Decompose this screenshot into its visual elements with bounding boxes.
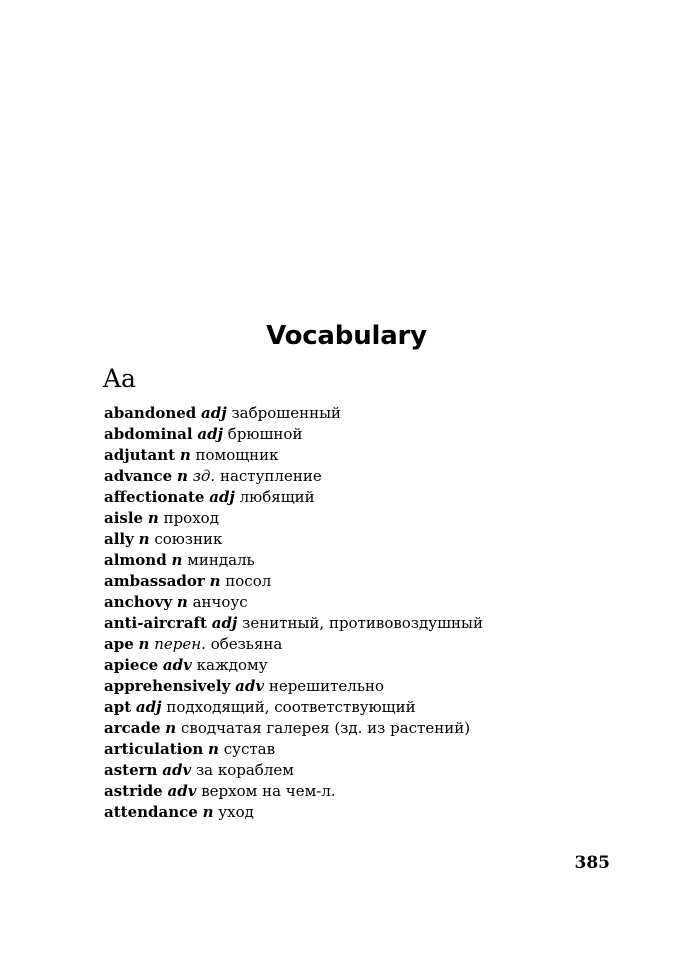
entry-part-of-speech: n (177, 467, 188, 485)
entry-part-of-speech: adv (162, 761, 192, 779)
section-letter-heading: Aa (103, 364, 136, 393)
entry-word: apiece (104, 656, 159, 674)
entry-part-of-speech: n (147, 509, 159, 527)
vocabulary-entry (104, 676, 664, 697)
vocabulary-entry (104, 466, 664, 487)
entry-part-of-speech: n (209, 572, 221, 590)
vocabulary-entry (104, 445, 664, 466)
entry-word: abdominal (104, 425, 193, 443)
vocabulary-entry (104, 403, 664, 424)
entry-word: almond (104, 551, 167, 569)
entry-usage-note: перен. (154, 635, 206, 653)
vocabulary-entry (104, 550, 664, 571)
entry-word: advance (104, 467, 173, 485)
vocabulary-entry (104, 697, 664, 718)
entry-translation: подходящий, соответствующий (166, 698, 416, 716)
entry-translation: помощник (195, 446, 279, 464)
entry-word: apt (104, 698, 132, 716)
entry-word: ally (104, 530, 134, 548)
entry-part-of-speech: adj (209, 488, 235, 506)
entry-translation: за кораблем (195, 761, 294, 779)
entry-part-of-speech: n (165, 719, 177, 737)
entry-translation: проход (163, 509, 219, 527)
entry-part-of-speech: adj (197, 425, 224, 443)
vocabulary-entry (104, 718, 664, 739)
entry-translation: союзник (154, 530, 223, 548)
entry-translation: уход (218, 803, 254, 821)
entry-translation: анчоус (192, 593, 248, 611)
entry-word: anchovy (104, 593, 173, 611)
entry-part-of-speech: n (171, 551, 183, 569)
entry-translation: нерешительно (268, 677, 385, 695)
entry-translation: наступление (219, 467, 322, 485)
entry-part-of-speech: adv (162, 656, 192, 674)
entry-translation: любящий (239, 488, 315, 506)
entry-usage-note: зд. (192, 467, 216, 485)
entry-word: ambassador (104, 572, 205, 590)
entry-word: adjutant (104, 446, 176, 464)
entry-translation: верхом на чем-л. (201, 782, 336, 800)
vocabulary-entry (104, 487, 664, 508)
page-title: Vocabulary (266, 321, 427, 352)
entry-translation: обезьяна (210, 635, 283, 653)
entry-part-of-speech: adj (211, 614, 238, 632)
entry-word: abandoned (104, 404, 197, 422)
vocabulary-entry (104, 655, 664, 676)
entry-translation: сустав (223, 740, 276, 758)
entry-part-of-speech: n (138, 530, 150, 548)
vocabulary-entry (104, 613, 664, 634)
entry-word: astern (104, 761, 158, 779)
vocabulary-entry (104, 424, 664, 445)
vocabulary-entry (104, 508, 664, 529)
entry-word: apprehensively (104, 677, 231, 695)
vocabulary-entry (104, 760, 664, 781)
entry-part-of-speech: n (202, 803, 214, 821)
entry-word: aisle (104, 509, 144, 527)
vocabulary-entry (104, 529, 664, 550)
entry-part-of-speech: n (179, 446, 191, 464)
vocabulary-entry (104, 592, 664, 613)
entry-translation: миндаль (187, 551, 255, 569)
entry-word: articulation (104, 740, 204, 758)
entry-part-of-speech: adv (167, 782, 197, 800)
entry-translation: брюшной (227, 425, 303, 443)
entry-part-of-speech: n (138, 635, 150, 653)
vocabulary-list (104, 403, 664, 823)
entry-word: arcade (104, 719, 161, 737)
entry-word: affectionate (104, 488, 205, 506)
page-number: 385 (574, 853, 610, 873)
vocabulary-entry (104, 802, 664, 823)
entry-part-of-speech: adj (201, 404, 227, 422)
entry-translation: заброшенный (231, 404, 342, 422)
entry-translation: каждому (196, 656, 268, 674)
entry-part-of-speech: adv (235, 677, 265, 695)
vocabulary-entry (104, 571, 664, 592)
entry-word: ape (104, 635, 134, 653)
vocabulary-entry (104, 634, 664, 655)
entry-translation: сводчатая галерея (зд. из растений) (180, 719, 471, 737)
entry-word: anti-aircraft (104, 614, 207, 632)
entry-translation: посол (225, 572, 272, 590)
entry-word: astride (104, 782, 163, 800)
entry-part-of-speech: adj (135, 698, 162, 716)
entry-part-of-speech: n (176, 593, 188, 611)
vocabulary-entry (104, 739, 664, 760)
entry-translation: зенитный, противовоздушный (242, 614, 483, 632)
vocabulary-entry (104, 781, 664, 802)
entry-word: attendance (104, 803, 198, 821)
entry-part-of-speech: n (208, 740, 219, 758)
